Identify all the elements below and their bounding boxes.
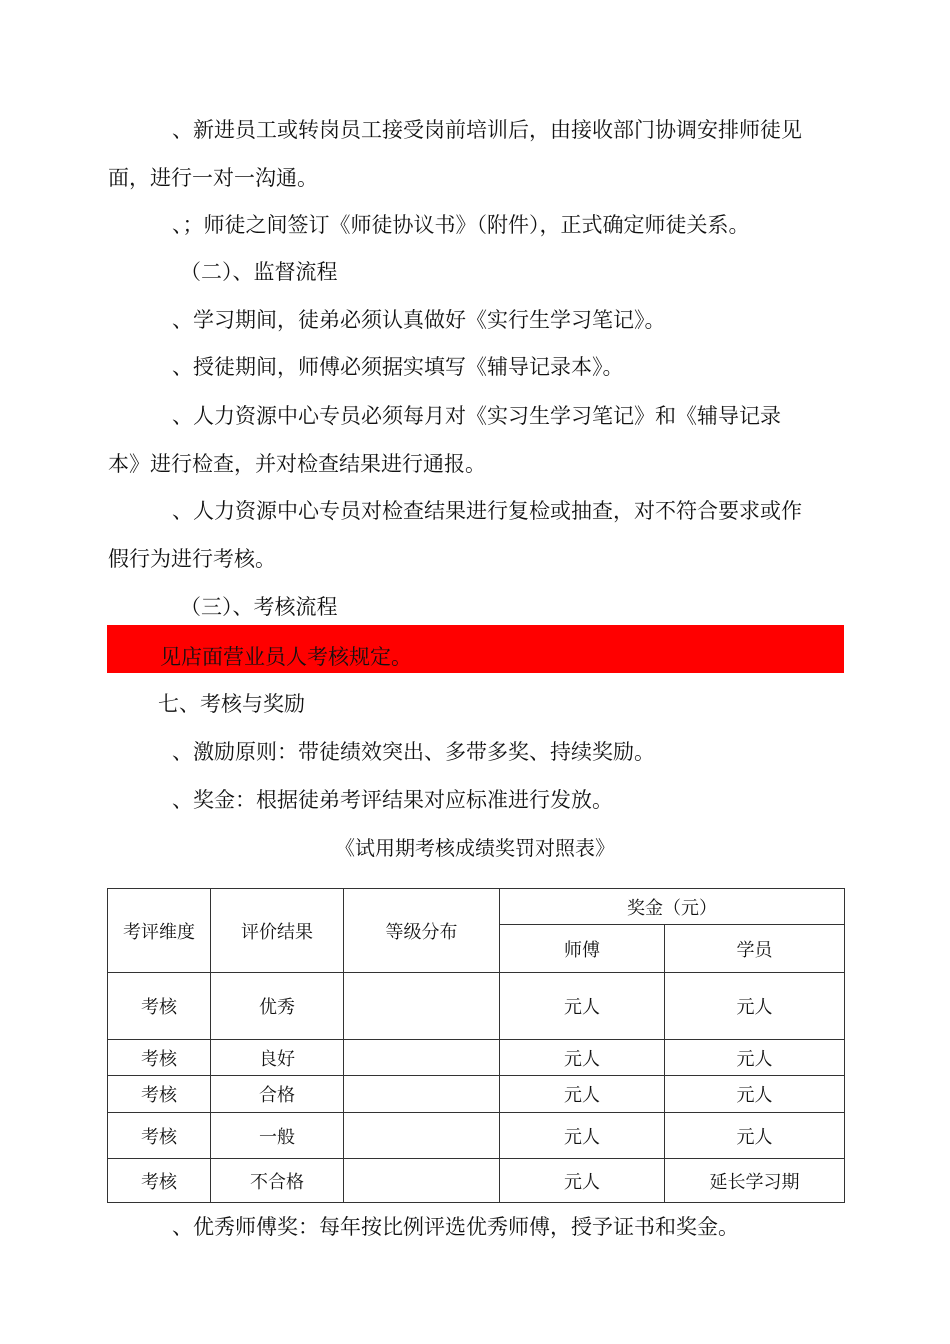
paragraph-line: 、优秀师傅奖：每年按比例评选优秀师傅，授予证书和奖金。 [172,1215,739,1239]
paragraph-line: 、激励原则：带徒绩效突出、多带多奖、持续奖励。 [172,740,655,764]
cell-result: 优秀 [211,973,344,1040]
paragraph-line: 面，进行一对一沟通。 [108,166,318,190]
paragraph-line: 、人力资源中心专员对检查结果进行复检或抽查，对不符合要求或作 [172,499,802,523]
cell-grade [344,1113,500,1159]
cell-result: 合格 [211,1076,344,1113]
cell-student: 元人 [665,1076,845,1113]
header-bonus: 奖金（元） [500,889,845,925]
paragraph-line: 、人力资源中心专员必须每月对《实习生学习笔记》和《辅导记录 [172,404,781,428]
cell-master: 元人 [500,1113,665,1159]
paragraph-line: 、；师徒之间签订《师徒协议书》（附件），正式确定师徒关系。 [172,213,750,237]
table-row [108,1113,845,1159]
cell-student: 元人 [665,1040,845,1076]
cell-grade [344,1159,500,1203]
cell-student: 延长学习期 [665,1159,845,1203]
table-row [108,973,845,1040]
cell-grade [344,1040,500,1076]
cell-master: 元人 [500,1076,665,1113]
cell-grade [344,1076,500,1113]
cell-student: 元人 [665,973,845,1040]
paragraph-line: 、新进员工或转岗员工接受岗前培训后，由接收部门协调安排师徒见 [172,118,802,142]
cell-grade [344,973,500,1040]
cell-result: 一般 [211,1113,344,1159]
table-row [108,1159,845,1203]
paragraph-line: 、奖金：根据徒弟考评结果对应标准进行发放。 [172,788,613,812]
table-row [108,1076,845,1113]
cell-dimension: 考核 [108,1159,211,1203]
paragraph-line: 、学习期间，徒弟必须认真做好《实行生学习笔记》。 [172,308,666,332]
header-master: 师傅 [500,925,665,973]
header-grade: 等级分布 [344,889,500,973]
paragraph-line: 假行为进行考核。 [108,547,276,571]
cell-result: 不合格 [211,1159,344,1203]
cell-dimension: 考核 [108,1040,211,1076]
cell-dimension: 考核 [108,973,211,1040]
paragraph-line: 、授徒期间，师傅必须据实填写《辅导记录本》。 [172,355,624,379]
table-caption: 《试用期考核成绩奖罚对照表》 [335,836,615,860]
section-heading: 七、考核与奖励 [158,692,305,716]
cell-master: 元人 [500,1159,665,1203]
highlight-text: 见店面营业员人考核规定。 [160,645,412,669]
paragraph-line: 本》进行检查，并对检查结果进行通报。 [108,452,486,476]
header-student: 学员 [665,925,845,973]
table-row [108,1040,845,1076]
section-heading: （三）、考核流程 [180,595,338,619]
cell-student: 元人 [665,1113,845,1159]
cell-master: 元人 [500,973,665,1040]
header-dimension: 考评维度 [108,889,211,973]
reward-table [107,888,845,1203]
header-result: 评价结果 [211,889,344,973]
cell-dimension: 考核 [108,1113,211,1159]
section-heading: （二）、监督流程 [180,260,338,284]
cell-dimension: 考核 [108,1076,211,1113]
cell-master: 元人 [500,1040,665,1076]
cell-result: 良好 [211,1040,344,1076]
